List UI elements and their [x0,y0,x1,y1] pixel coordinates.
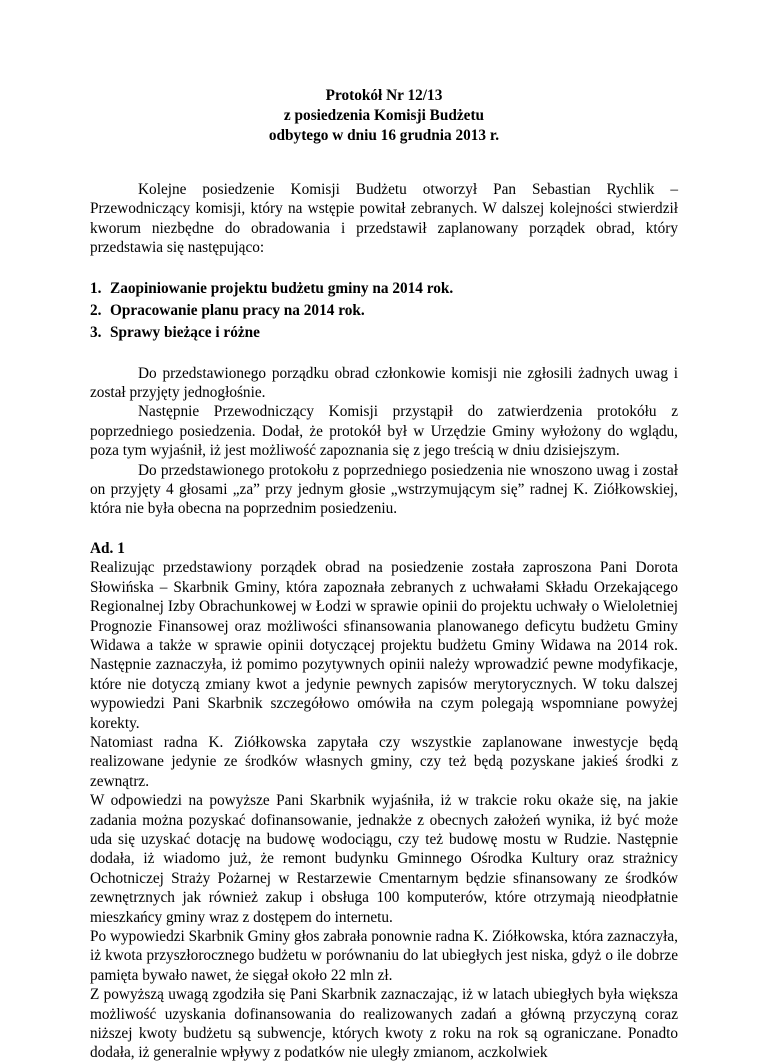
title-line-3: odbytego w dniu 16 grudnia 2013 r. [268,127,500,144]
agenda-item: 3. Sprawy bieżące i różne [90,323,260,341]
section-paragraph: Z powyższą uwagą zgodziła się Pani Skarbnik zaznaczając, iż w latach ubiegłych była większa możliwość uzyskania dofinansowania do realizowanych zadań a główną przyczyną coraz niższej kwoty budżetu są subwencje, których kwoty z roku na rok są ograniczane. Ponadto dodała, iż generalnie wpływy z podatków nie uległy zmianom, aczkolwiek [90,986,678,1062]
section-paragraph: W odpowiedzi na powyższe Pani Skarbnik wyjaśniła, iż w trakcie roku okaże się, na jakie zadania można pozyskać dofinansowanie, jednakże z obecnych założeń wynika, iż być może uda się uzyskać dotację na budowę wodociągu, czy też budowę mostu w Rudzie. Następnie dodała, iż wiadomo już, że remont budynku Gminnego Ośrodka Kultury oraz strażnicy Ochotniczej Straży Pożarnej w Restarzewie Cmentarnym będzie sfinansowany ze środków zewnętrznych jak również zakup i obsługa 100 komputerów, które otrzymają nieodpłatnie mieszkańcy gminy wraz z dostępem do internetu. [90,792,678,926]
agenda-list [90,278,678,344]
section-paragraph: Realizując przedstawiony porządek obrad na posiedzenie została zaproszona Pani Dorota Słowińska – Skarbnik Gminy, która zapoznała zebranych z uchwałami Składu Orzekającego Regionalnej Izby Obrachunkowej w Łodzi w sprawie opinii do projektu uchwały o Wieloletniej Prognozie Finansowej oraz możliwości sfinansowania planowanego deficytu budżetu Gminy Widawa a także w sprawie opinii dotyczącej projektu budżetu Gminy Widawa na 2014 rok. Następnie zaznaczyła, iż pomimo pozytywnych opinii należy wprowadzić pewne modyfikacje, które nie dotyczą zmiany kwot a jedynie pewnych zapisów merytorycznych. W toku dalszej wypowiedzi Pani Skarbnik szczegółowo omówiła na czym polegają wspomniane powyżej korekty. [90,559,678,732]
document-page [90,74,678,1063]
section-paragraph: Natomiast radna K. Ziółkowska zapytała czy wszystkie zaplanowane inwestycje będą realizowane jedynie ze środków własnych gminy, czy też będą pozyskane jakieś środki z zewnątrz. [90,733,678,790]
document-title [90,86,678,146]
paragraph-agenda-approval: Do przedstawionego porządku obrad członkowie komisji nie zgłosili żadnych uwag i został przyjęty jednogłośnie. [90,364,678,402]
title-line-1: Protokół Nr 12/13 [325,87,443,104]
title-line-2: z posiedzenia Komisji Budżetu [283,107,485,124]
section-heading: Ad. 1 [90,539,125,557]
section-paragraph: Po wypowiedzi Skarbnik Gminy głos zabrała ponownie radna K. Ziółkowska, która zaznaczyła, iż kwota przyszłorocznego budżetu w porównaniu do lat ubiegłych jest niska, gdyż o ile dobrze pamięta bywało nawet, że sięgał około 22 mln zł. [90,928,678,984]
paragraph-protocol-review: Następnie Przewodniczący Komisji przystąpił do zatwierdzenia protokółu z poprzedniego posiedzenia. Dodał, że protokół był w Urzędzie Gminy wyłożony do wglądu, poza tym wyjaśnił, iż jest możliwość zapoznania się z jego treścią w dniu dzisiejszym. [90,403,678,460]
paragraph-protocol-vote: Do przedstawionego protokołu z poprzedniego posiedzenia nie wnoszono uwag i został on przyjęty 4 głosami „za” przy jednym głosie „wstrzymującym się” radnej K. Ziółkowskiej, która nie była obecna na poprzednim posiedzeniu. [90,461,678,518]
agenda-item: 2. Opracowanie planu pracy na 2014 rok. [90,301,365,319]
agenda-item: 1. Zaopiniowanie projektu budżetu gminy na 2014 rok. [90,279,454,297]
intro-paragraph: Kolejne posiedzenie Komisji Budżetu otworzył Pan Sebastian Rychlik – Przewodniczący komisji, który na wstępie powitał zebranych. W dalszej kolejności stwierdził kworum niezbędne do obradowania i przedstawił zaplanowany porządek obrad, który przedstawia się następująco: [90,181,678,257]
